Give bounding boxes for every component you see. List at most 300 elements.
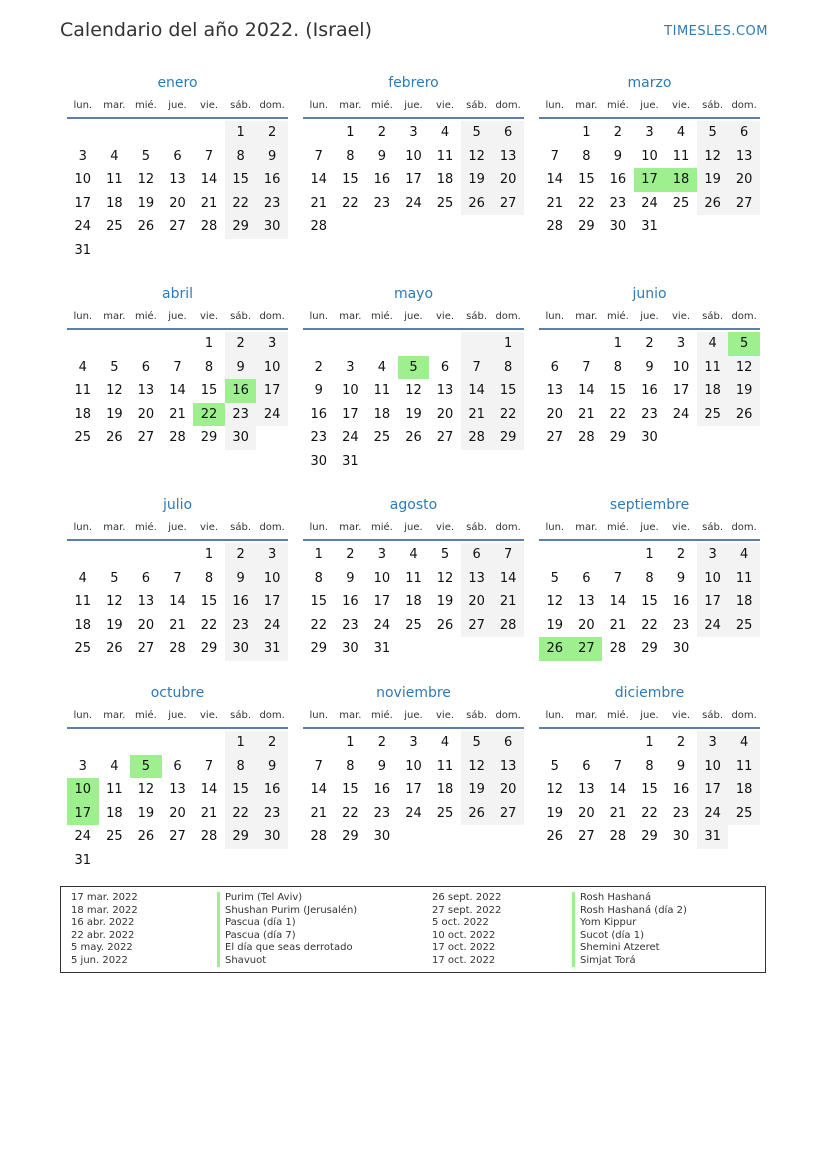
weekday-label: lun. [545, 310, 565, 322]
calendar-day: 20 [728, 168, 760, 192]
weekday-label: vie. [672, 709, 691, 721]
calendar-day: 18 [106, 195, 123, 211]
weekday-label: mié. [134, 310, 157, 322]
calendar-day: 1 [225, 731, 257, 755]
month-name: diciembre [614, 685, 685, 701]
calendar-day: 16 [672, 594, 690, 610]
calendar-day: 19 [697, 168, 729, 192]
calendar-day: 20 [578, 805, 595, 821]
calendar-day: 24 [256, 403, 288, 427]
legend-date: 17 oct. 2022 [432, 954, 496, 966]
weekday-label: mié. [606, 310, 629, 322]
calendar-day: 9 [225, 567, 257, 591]
weekday-label: dom. [259, 709, 285, 721]
weekday-label: jue. [168, 310, 187, 322]
weekday-label: mar. [575, 99, 598, 111]
calendar-day: 13 [436, 383, 454, 399]
calendar-day: 20 [578, 617, 595, 633]
calendar-day: 6 [728, 121, 760, 145]
brand-logo[interactable]: TIMESLES.COM [664, 24, 768, 39]
calendar-day: 3 [645, 125, 654, 140]
month-marzo [539, 73, 760, 239]
calendar-day: 5 [110, 359, 119, 375]
calendar-day: 11 [405, 570, 422, 586]
calendar-day: 1 [645, 735, 654, 750]
calendar-day: 24 [672, 406, 690, 422]
calendar-day: 1 [314, 547, 323, 562]
calendar-day: 21 [169, 617, 186, 633]
calendar-day: 25 [405, 617, 422, 633]
calendar-day: 20 [436, 406, 454, 422]
weekday-label: vie. [200, 99, 219, 111]
legend-holiday-name: Rosh Hashaná (día 2) [572, 905, 687, 918]
month-name: julio [162, 497, 193, 513]
calendar-day: 12 [461, 755, 493, 779]
calendar-day: 28 [578, 430, 595, 446]
weekday-label: sáb. [466, 709, 488, 721]
empty-day [398, 332, 430, 356]
weekday-label: mié. [370, 521, 393, 533]
calendar-day: 9 [613, 148, 623, 164]
calendar-day: 6 [173, 758, 182, 774]
calendar-day: 7 [173, 359, 182, 375]
legend-holiday-name: Shushan Purim (Jerusalén) [217, 905, 357, 918]
calendar-day: 21 [578, 406, 595, 422]
weekday-label: mié. [606, 521, 629, 533]
legend-date: 26 sept. 2022 [432, 892, 502, 903]
calendar-day: 15 [641, 782, 658, 798]
calendar-day: 17 [256, 379, 288, 403]
holiday-day: 22 [193, 403, 225, 427]
empty-day [461, 332, 493, 356]
calendar-day: 11 [728, 567, 760, 591]
empty-day [539, 543, 571, 567]
calendar-day: 4 [409, 547, 418, 562]
calendar-day: 17 [697, 590, 729, 614]
calendar-day: 30 [256, 825, 288, 849]
legend-date: 17 oct. 2022 [432, 942, 496, 953]
days-grid [303, 121, 524, 239]
weekday-header [303, 304, 524, 330]
calendar-day: 15 [641, 594, 658, 610]
weekday-label: dom. [259, 310, 285, 322]
weekday-label: vie. [200, 521, 219, 533]
holiday-day: 5 [728, 332, 760, 356]
calendar-day: 12 [461, 145, 493, 169]
calendar-day: 9 [377, 148, 387, 164]
calendar-day: 12 [137, 782, 155, 798]
calendar-day: 29 [641, 829, 658, 845]
empty-day [67, 121, 99, 145]
empty-day [571, 332, 603, 356]
weekday-header [67, 93, 288, 119]
calendar-day: 22 [641, 617, 658, 633]
calendar-day: 25 [436, 805, 454, 821]
calendar-day: 21 [169, 406, 186, 422]
calendar-day: 7 [613, 758, 623, 774]
weekday-label: mié. [370, 310, 393, 322]
calendar-day: 29 [641, 641, 658, 657]
calendar-day: 13 [169, 172, 186, 188]
calendar-day: 19 [546, 805, 564, 821]
legend-date: 5 oct. 2022 [432, 917, 489, 928]
calendar-day: 15 [342, 782, 359, 798]
calendar-day: 14 [200, 172, 218, 188]
calendar-day: 28 [609, 829, 627, 845]
weekday-label: lun. [309, 99, 329, 111]
month-octubre [67, 683, 288, 873]
weekday-label: mié. [134, 709, 157, 721]
calendar-day: 3 [676, 336, 686, 351]
weekday-label: jue. [404, 310, 423, 322]
calendar-day: 16 [373, 782, 391, 798]
calendar-day: 18 [106, 805, 123, 821]
calendar-day: 7 [582, 359, 591, 375]
calendar-day: 3 [377, 547, 387, 562]
calendar-day: 23 [609, 195, 627, 211]
calendar-day: 14 [200, 782, 218, 798]
calendar-day: 17 [256, 590, 288, 614]
calendar-day: 2 [676, 735, 686, 750]
weekday-label: vie. [436, 521, 455, 533]
calendar-day: 19 [461, 168, 493, 192]
empty-day [193, 121, 225, 145]
weekday-label: mié. [134, 521, 157, 533]
empty-day [99, 543, 131, 567]
holiday-day: 17 [634, 168, 666, 192]
calendar-day: 1 [492, 332, 524, 356]
calendar-day: 24 [697, 614, 729, 638]
calendar-day: 9 [676, 758, 686, 774]
calendar-day: 29 [200, 430, 218, 446]
calendar-day: 27 [169, 829, 186, 845]
empty-day [539, 332, 571, 356]
calendar-day: 26 [405, 430, 422, 446]
calendar-day: 4 [377, 359, 387, 375]
calendar-day: 9 [225, 356, 257, 380]
calendar-day: 16 [641, 383, 658, 399]
calendar-day: 27 [137, 641, 155, 657]
weekday-label: jue. [640, 99, 659, 111]
calendar-day: 8 [346, 758, 355, 774]
weekday-label: vie. [672, 310, 691, 322]
calendar-day: 4 [110, 148, 119, 164]
days-grid [539, 332, 760, 450]
calendar-day: 20 [169, 805, 186, 821]
calendar-day: 16 [373, 172, 391, 188]
calendar-day: 14 [169, 594, 186, 610]
empty-day [193, 731, 225, 755]
calendar-day: 28 [609, 641, 627, 657]
weekday-label: dom. [731, 709, 757, 721]
calendar-day: 27 [169, 219, 186, 235]
calendar-day: 13 [578, 782, 595, 798]
holiday-day: 26 [539, 637, 571, 661]
calendar-day: 7 [314, 148, 323, 164]
calendar-day: 25 [728, 614, 760, 638]
calendar-day: 6 [492, 121, 524, 145]
weekday-label: mar. [575, 709, 598, 721]
month-agosto [303, 495, 524, 661]
calendar-day: 15 [225, 168, 257, 192]
calendar-day: 3 [409, 735, 418, 750]
calendar-day: 2 [377, 125, 387, 140]
page-title: Calendario del año 2022. (Israel) [60, 19, 372, 41]
calendar-day: 14 [310, 172, 328, 188]
calendar-day: 14 [310, 782, 328, 798]
calendar-day: 20 [137, 406, 155, 422]
month-diciembre [539, 683, 760, 849]
calendar-day: 2 [225, 332, 257, 356]
weekday-label: jue. [168, 709, 187, 721]
weekday-label: mié. [606, 99, 629, 111]
calendar-day: 30 [672, 829, 690, 845]
days-grid [539, 543, 760, 661]
calendar-day: 30 [225, 426, 257, 450]
calendar-day: 28 [310, 219, 328, 235]
legend-holiday-name: Shavuot [217, 955, 357, 968]
calendar-day: 13 [137, 594, 155, 610]
weekday-label: sáb. [230, 709, 252, 721]
legend-holiday-name: Rosh Hashaná [572, 892, 687, 905]
empty-day [130, 121, 162, 145]
calendar-day: 6 [440, 359, 450, 375]
days-grid [539, 121, 760, 239]
weekday-label: dom. [731, 521, 757, 533]
calendar-day: 1 [204, 336, 214, 351]
calendar-day: 12 [106, 594, 123, 610]
calendar-day: 23 [256, 192, 288, 216]
days-grid [67, 332, 288, 450]
calendar-day: 18 [697, 379, 729, 403]
calendar-day: 10 [342, 383, 359, 399]
calendar-day: 17 [672, 383, 690, 399]
legend-date: 22 abr. 2022 [71, 929, 135, 941]
calendar-day: 7 [204, 148, 214, 164]
calendar-day: 20 [492, 168, 524, 192]
calendar-day: 4 [110, 758, 119, 774]
calendar-day: 28 [546, 219, 564, 235]
calendar-day: 12 [436, 570, 454, 586]
calendar-day: 17 [74, 195, 92, 211]
calendar-day: 22 [492, 403, 524, 427]
calendar-day: 28 [492, 614, 524, 638]
month-name: agosto [389, 497, 438, 513]
holiday-day: 27 [571, 637, 603, 661]
holiday-day: 10 [67, 778, 99, 802]
legend-names-right [572, 892, 687, 967]
days-grid [67, 121, 288, 263]
calendar-day: 21 [546, 195, 564, 211]
calendar-day: 5 [440, 547, 450, 562]
calendar-day: 21 [609, 617, 627, 633]
calendar-day: 17 [405, 782, 422, 798]
calendar-day: 2 [256, 121, 288, 145]
calendar-day: 30 [310, 453, 328, 469]
calendar-day: 20 [169, 195, 186, 211]
calendar-day: 11 [728, 755, 760, 779]
calendar-day: 9 [314, 383, 323, 399]
calendar-day: 1 [645, 547, 654, 562]
weekday-header [303, 515, 524, 541]
month-septiembre [539, 495, 760, 661]
calendar-day: 7 [461, 356, 493, 380]
empty-day [303, 731, 335, 755]
weekday-label: lun. [309, 310, 329, 322]
calendar-day: 16 [256, 168, 288, 192]
empty-day [130, 332, 162, 356]
weekday-label: lun. [73, 521, 93, 533]
calendar-day: 4 [440, 735, 450, 750]
calendar-day: 23 [672, 805, 690, 821]
month-abril [67, 284, 288, 450]
calendar-day: 22 [342, 195, 359, 211]
calendar-day: 9 [256, 755, 288, 779]
empty-day [366, 332, 398, 356]
calendar-day: 16 [256, 778, 288, 802]
calendar-day: 16 [609, 172, 627, 188]
calendar-day: 3 [256, 332, 288, 356]
weekday-header [303, 703, 524, 729]
calendar-day: 26 [461, 192, 493, 216]
month-enero [67, 73, 288, 263]
calendar-day: 8 [204, 570, 214, 586]
calendar-day: 18 [436, 172, 454, 188]
calendar-day: 3 [256, 543, 288, 567]
calendar-day: 8 [225, 755, 257, 779]
calendar-day: 2 [256, 731, 288, 755]
calendar-day: 29 [578, 219, 595, 235]
calendar-day: 13 [546, 383, 564, 399]
calendar-day: 30 [256, 215, 288, 239]
calendar-day: 15 [609, 383, 627, 399]
month-name: marzo [627, 75, 672, 91]
calendar-day: 3 [78, 148, 87, 164]
empty-day [602, 543, 634, 567]
legend-date: 5 may. 2022 [71, 942, 133, 953]
month-name: abril [161, 286, 193, 302]
calendar-day: 14 [578, 383, 595, 399]
calendar-day: 10 [697, 755, 729, 779]
calendar-day: 26 [106, 430, 123, 446]
calendar-day: 11 [106, 172, 123, 188]
calendar-day: 24 [373, 617, 391, 633]
calendar-day: 27 [436, 430, 454, 446]
empty-day [67, 332, 99, 356]
legend-date: 18 mar. 2022 [71, 904, 138, 916]
calendar-day: 28 [200, 219, 218, 235]
calendar-day: 12 [106, 383, 123, 399]
month-noviembre [303, 683, 524, 849]
calendar-day: 10 [405, 758, 422, 774]
calendar-day: 18 [373, 406, 391, 422]
calendar-day: 18 [728, 778, 760, 802]
calendar-day: 9 [256, 145, 288, 169]
calendar-day: 10 [672, 359, 690, 375]
weekday-label: jue. [168, 521, 187, 533]
calendar-day: 5 [461, 121, 493, 145]
weekday-label: dom. [495, 709, 521, 721]
calendar-day: 28 [310, 829, 328, 845]
calendar-day: 5 [697, 121, 729, 145]
calendar-day: 27 [492, 802, 524, 826]
weekday-header [539, 93, 760, 119]
weekday-header [67, 515, 288, 541]
calendar-day: 30 [609, 219, 627, 235]
calendar-day: 2 [314, 359, 323, 375]
calendar-day: 29 [310, 641, 328, 657]
calendar-day: 12 [405, 383, 422, 399]
legend-dates-right [432, 892, 501, 967]
calendar-day: 13 [492, 755, 524, 779]
calendar-day: 23 [672, 617, 690, 633]
calendar-day: 6 [582, 758, 591, 774]
calendar-day: 18 [436, 782, 454, 798]
calendar-day: 23 [641, 406, 658, 422]
weekday-label: mar. [339, 709, 362, 721]
calendar-day: 27 [578, 829, 595, 845]
month-junio [539, 284, 760, 450]
calendar-day: 29 [225, 825, 257, 849]
calendar-day: 26 [546, 829, 564, 845]
legend-holiday-name: El día que seas derrotado [217, 942, 357, 955]
empty-day [99, 332, 131, 356]
weekday-label: mar. [575, 521, 598, 533]
empty-day [162, 543, 194, 567]
calendar-day: 20 [137, 617, 155, 633]
calendar-day: 2 [225, 543, 257, 567]
weekday-label: dom. [259, 99, 285, 111]
calendar-day: 15 [225, 778, 257, 802]
calendar-day: 11 [697, 356, 729, 380]
calendar-day: 27 [546, 430, 564, 446]
legend-names-left [217, 892, 357, 967]
calendar-day: 27 [461, 614, 493, 638]
weekday-label: sáb. [466, 99, 488, 111]
calendar-day: 12 [546, 594, 564, 610]
days-grid [303, 731, 524, 849]
empty-day [162, 332, 194, 356]
calendar-day: 25 [74, 430, 92, 446]
empty-day [99, 121, 131, 145]
calendar-day: 20 [546, 406, 564, 422]
weekday-label: lun. [545, 99, 565, 111]
weekday-label: jue. [404, 521, 423, 533]
calendar-day: 8 [613, 359, 623, 375]
calendar-day: 1 [204, 547, 214, 562]
calendar-day: 24 [74, 829, 92, 845]
calendar-day: 22 [310, 617, 328, 633]
calendar-day: 31 [697, 825, 729, 849]
calendar-day: 25 [697, 403, 729, 427]
calendar-day: 15 [200, 594, 218, 610]
legend-holiday-name: Shemini Atzeret [572, 942, 687, 955]
calendar-day: 8 [346, 148, 355, 164]
calendar-day: 26 [137, 829, 155, 845]
calendar-day: 3 [697, 731, 729, 755]
calendar-day: 9 [346, 570, 355, 586]
calendar-day: 7 [613, 570, 623, 586]
legend-holiday-name: Pascua (día 1) [217, 917, 357, 930]
days-grid [303, 543, 524, 661]
weekday-label: vie. [436, 709, 455, 721]
calendar-day: 6 [461, 543, 493, 567]
empty-day [571, 731, 603, 755]
calendar-day: 13 [169, 782, 186, 798]
calendar-day: 29 [342, 829, 359, 845]
legend-date: 10 oct. 2022 [432, 929, 496, 941]
calendar-day: 20 [461, 590, 493, 614]
